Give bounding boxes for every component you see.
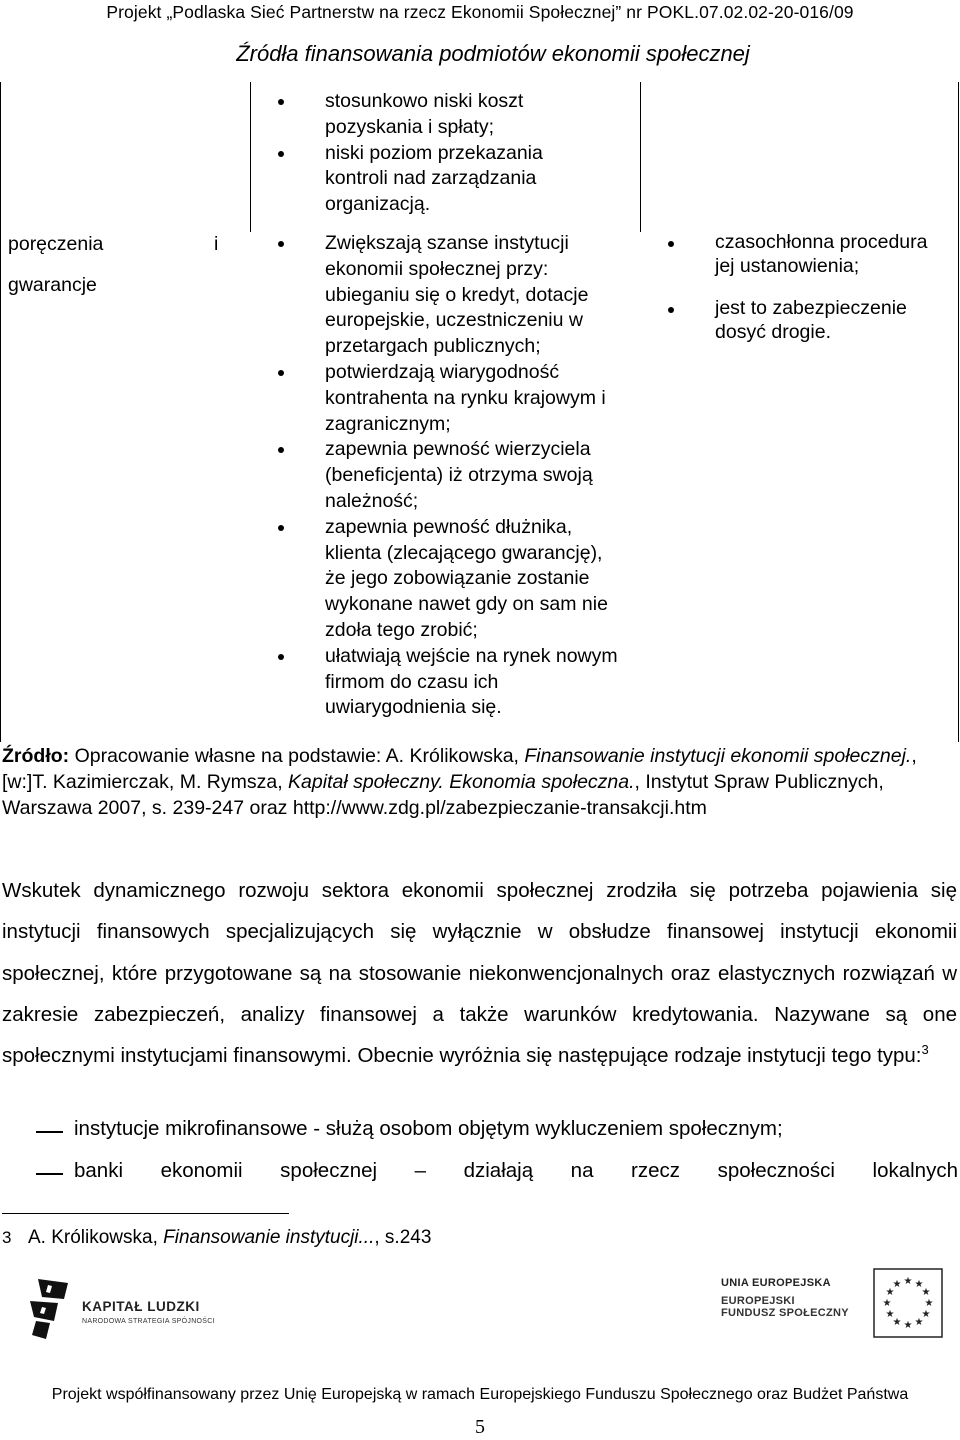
list-item: czasochłonna procedura jej ustanowienia; xyxy=(668,231,948,278)
eu-line1: UNIA EUROPEJSKA xyxy=(721,1277,831,1289)
list-item: potwierdzają wiarygodność kontrahenta na rynku krajowym i zagranicznym; xyxy=(278,360,618,437)
kl-subtitle: NARODOWA STRATEGIA SPÓJNOŚCI xyxy=(82,1318,215,1325)
kl-title: KAPITAŁ LUDZKI xyxy=(82,1299,200,1314)
source-title-1: Finansowanie instytucji ekonomii społecznej. xyxy=(524,745,912,767)
row-name-conjunction: i xyxy=(214,233,219,255)
source-text: , [w:]T. Kazimierczak, M. Rymsza, xyxy=(2,745,917,793)
footnote-title: Finansowanie instytucji... xyxy=(163,1227,375,1248)
header-project: Projekt „Podlaska Sieć Partnerstw na rzecz Ekonomii Społecznej” nr POKL.07.02.02-20-016/09 xyxy=(106,2,854,22)
list-item-text: instytucje mikrofinansowe - służą osobom objętym wykluczeniem społecznym; xyxy=(74,1117,783,1140)
table-border-col1 xyxy=(250,82,251,232)
row-cons-cell xyxy=(668,231,948,344)
list-item: Zwiększają szanse instytucji ekonomii społecznej przy: ubieganiu się o kredyt, dotacje europejskie, uczestniczeniu w przetargach publicznych; xyxy=(278,231,618,360)
source-title-2: Kapitał społeczny. Ekonomia społeczna. xyxy=(288,770,635,793)
eu-logo xyxy=(718,1268,946,1350)
svg-text:★: ★ xyxy=(914,1317,924,1328)
footnote-number: 3 xyxy=(2,1228,12,1247)
table-border-right-lower xyxy=(958,232,959,742)
svg-text:★: ★ xyxy=(892,1317,902,1328)
footnote-reference: 3 xyxy=(921,1042,929,1058)
table-border-col2 xyxy=(640,82,641,232)
svg-text:★: ★ xyxy=(921,1309,931,1320)
list-item xyxy=(0,1159,958,1189)
kapital-ludzki-logo xyxy=(28,1277,288,1347)
eu-line2: EUROPEJSKI xyxy=(721,1295,795,1307)
footnote-text: A. Królikowska, xyxy=(28,1227,164,1248)
row-name-line1: poręczenia xyxy=(8,233,104,255)
header-subtitle: Źródła finansowania podmiotów ekonomii społecznej xyxy=(236,41,750,66)
svg-text:★: ★ xyxy=(885,1309,895,1320)
source-text: Opracowanie własne na podstawie: A. Królikowska, xyxy=(69,745,525,767)
table-cont-pros-cell xyxy=(278,89,608,218)
footnote-text: , s.243 xyxy=(374,1227,432,1248)
paragraph-text: Wskutek dynamicznego rozwoju sektora ekonomii społecznej zrodziła się potrzeba pojawienia się instytucji finansowych specjalizujących się wyłącznie w obsłudze finansowej instytucji ekonomii społecznej, które przygotowane są na stosowanie niekonwencjonalnych oraz elastycznych rozwiązań w zakresie zabezpieczeń, analizy finansowej a także warunków kredytowania. Nazywane są one społecznymi instytucjami finansowymi. Obecnie wyróżnia się następujące rodzaje instytucji tego typu: xyxy=(2,879,957,1068)
eu-line3: FUNDUSZ SPOŁECZNY xyxy=(721,1307,849,1319)
source-label: Źródło: xyxy=(2,745,70,767)
row-name-line2: gwarancje xyxy=(8,274,97,296)
list-item: jest to zabezpieczenie dosyć drogie. xyxy=(668,297,948,344)
list-item: zapewnia pewność dłużnika, klienta (zlecającego gwarancję), że jego zobowiązanie zostanie wykonane nawet gdy on sam nie zdoła tego zrobić; xyxy=(278,515,618,644)
svg-text:★: ★ xyxy=(924,1298,934,1309)
svg-text:★: ★ xyxy=(903,1276,913,1287)
row-name-cell xyxy=(8,231,243,298)
row-pros-cell xyxy=(278,231,618,721)
list-item-text: banki ekonomii społecznej – działają na rzecz społeczności lokalnych xyxy=(74,1159,958,1182)
list-item: ułatwiają wejście na rynek nowym firmom do czasu ich uwiarygodnienia się. xyxy=(278,644,618,721)
svg-text:★: ★ xyxy=(921,1287,931,1298)
page-number: 5 xyxy=(475,1416,485,1438)
list-item: zapewnia pewność wierzyciela (beneficjenta) iż otrzyma swoją należność; xyxy=(278,437,618,514)
list-item: stosunkowo niski koszt pozyskania i spłaty; xyxy=(278,89,608,141)
kapital-ludzki-emblem-icon xyxy=(28,1277,72,1341)
svg-text:★: ★ xyxy=(882,1298,892,1309)
table-border-right xyxy=(958,82,959,232)
source-text: , Instytut Spraw Publicznych, Warszawa 2007, s. 239-247 oraz http://www.zdg.pl/zabezpieczanie-transakcji.htm xyxy=(2,770,884,819)
list-item: niski poziom przekazania kontroli nad zarządzania organizacją. xyxy=(278,141,608,218)
body-paragraph xyxy=(2,870,957,1076)
dash-bullet xyxy=(36,1131,63,1133)
svg-text:★: ★ xyxy=(903,1320,913,1331)
footnote xyxy=(2,1227,431,1249)
page-footer: Projekt współfinansowany przez Unię Europejską w ramach Europejskiego Funduszu Społecznego oraz Budżet Państwa xyxy=(51,1386,909,1403)
table-source-note xyxy=(2,744,927,821)
dash-bullet xyxy=(36,1173,63,1175)
svg-text:★: ★ xyxy=(885,1287,895,1298)
table-border-left xyxy=(0,82,1,742)
svg-text:★: ★ xyxy=(892,1279,902,1290)
footnote-separator xyxy=(2,1213,289,1214)
list-item xyxy=(0,1117,958,1147)
svg-text:★: ★ xyxy=(914,1279,924,1290)
eu-flag-icon xyxy=(873,1268,943,1338)
